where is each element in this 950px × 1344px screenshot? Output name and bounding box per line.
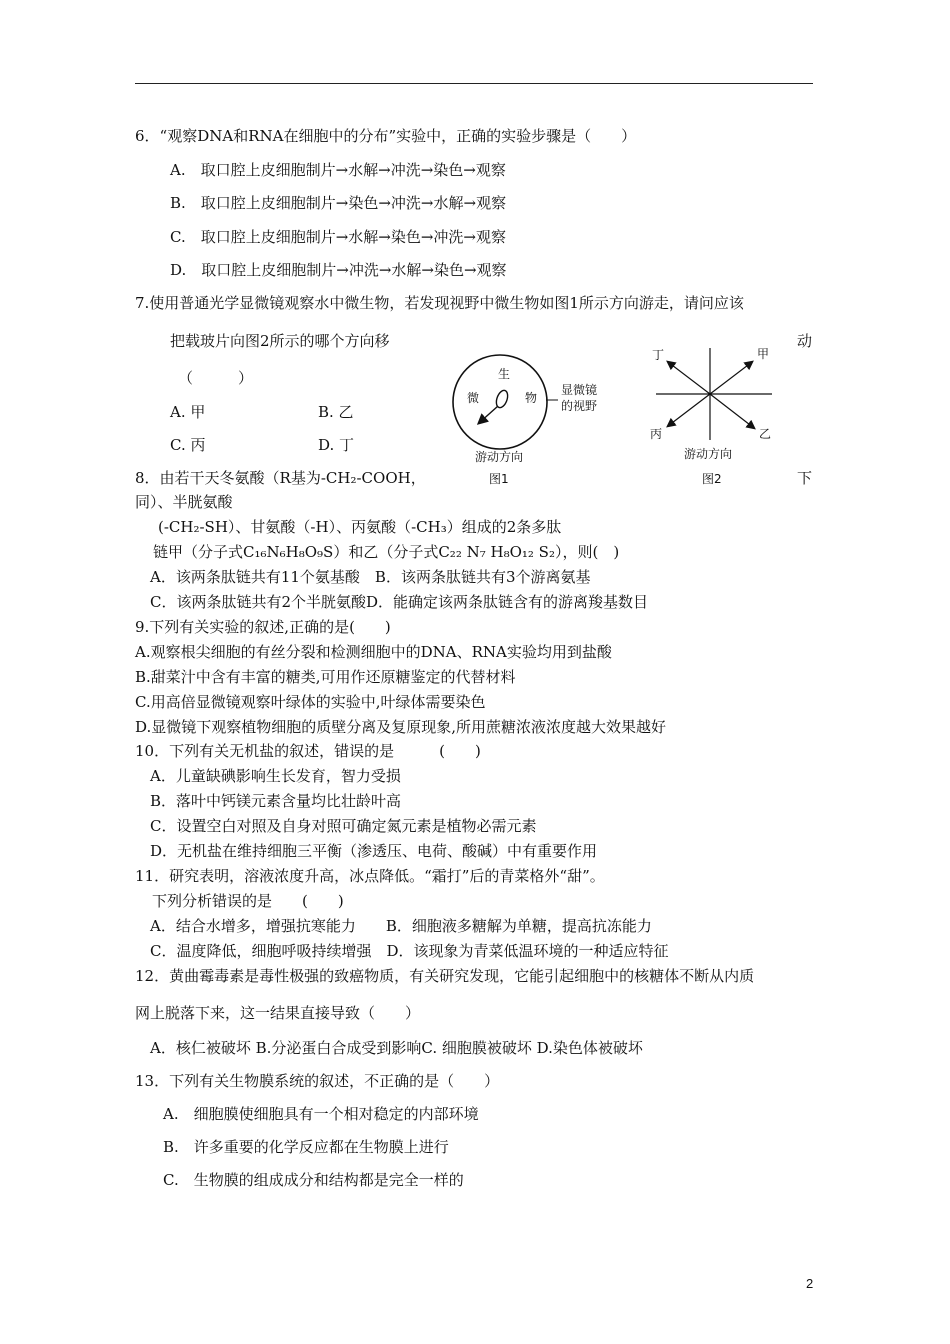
q7-stem-line1: 7.使用普通光学显微镜观察水中微生物，若发现视野中微生物如图1所示方向游走，请问应该 (135, 294, 744, 312)
q11-stem-line2: 下列分析错误的是 ( ) (152, 892, 344, 910)
q6-option-b: B. 取口腔上皮细胞制片→染色→冲洗→水解→观察 (170, 194, 507, 212)
q10-option-b: B．落叶中钙镁元素含量均比壮龄叶高 (150, 792, 402, 810)
arrow-ding (668, 362, 710, 394)
field-label-line2: 的视野 (561, 399, 598, 413)
q10-option-a: A．儿童缺碘影响生长发育，智力受损 (150, 767, 401, 785)
q9-option-a: A.观察根尖细胞的有丝分裂和检测细胞中的DNA、RNA实验均用到盐酸 (135, 643, 612, 661)
q7-stem-line2-end: 动 (797, 332, 813, 350)
fig2-direction-label: 游动方向 (684, 447, 733, 461)
char-wei: 微 (467, 391, 480, 405)
fig1-caption: 图1 (489, 472, 509, 486)
arrow-jia (710, 362, 752, 394)
fig2-caption: 图2 (702, 472, 722, 486)
swim-direction-arrow (479, 406, 498, 423)
q8-stem-line2: 同）、半胱氨酸 (135, 493, 233, 511)
page-number: 2 (806, 1276, 814, 1291)
q12-stem-line2: 网上脱落下来，这一结果直接导致（ ） (135, 1004, 421, 1022)
q6-option-a: A. 取口腔上皮细胞制片→水解→冲洗→染色→观察 (170, 161, 506, 179)
q9-option-d: D.显微镜下观察植物细胞的质壁分离及复原现象,所用蔗糖浓液浓度越大效果越好 (135, 718, 667, 736)
label-yi: 乙 (759, 427, 772, 441)
microorganism-shape (494, 389, 510, 409)
q13-stem: 13．下列有关生物膜系统的叙述，不正确的是（ ） (135, 1072, 500, 1090)
q8-stem-line1: 8．由若干天冬氨酸（R基为-CH₂-COOH， (135, 469, 426, 487)
q12-options: A．核仁被破坏 B.分泌蛋白合成受到影响C. 细胞膜被破坏 D.染色体被破坏 (150, 1039, 643, 1057)
label-bing: 丙 (650, 427, 663, 441)
arrow-bing (668, 394, 710, 426)
figure-2-directions (640, 340, 780, 490)
q12-stem-line1: 12．黄曲霉毒素是毒性极强的致癌物质，有关研究发现，它能引起细胞中的核糖体不断从内质 (135, 967, 755, 985)
q10-stem: 10．下列有关无机盐的叙述，错误的是 ( ) (135, 742, 481, 760)
q6-option-d: D. 取口腔上皮细胞制片→冲洗→水解→染色→观察 (170, 261, 507, 279)
q11-stem-line1: 11．研究表明，溶液浓度升高，冰点降低。“霜打”后的青菜格外“甜”。 (135, 867, 605, 885)
q9-stem: 9.下列有关实验的叙述,正确的是( ) (135, 618, 391, 636)
q13-option-a: A. 细胞膜使细胞具有一个相对稳定的内部环境 (163, 1105, 479, 1123)
q7-answer-paren: （ ） (178, 369, 254, 387)
q10-option-c: C．设置空白对照及自身对照可确定氮元素是植物必需元素 (150, 817, 537, 835)
q7-option-b: B. 乙 (318, 403, 354, 421)
q7-option-a: A. 甲 (170, 403, 206, 421)
char-wu: 物 (525, 391, 538, 405)
q7-stem-line2: 把载玻片向图2所示的哪个方向移 (170, 332, 390, 350)
q7-option-c: C. 丙 (170, 436, 206, 454)
fig1-direction-label: 游动方向 (475, 450, 524, 464)
q7-option-d: D. 丁 (318, 436, 355, 454)
q10-option-d: D．无机盐在维持细胞三平衡（渗透压、电荷、酸碱）中有重要作用 (150, 842, 598, 860)
q11-options-ab: A．结合水增多，增强抗寒能力 B．细胞液多糖解为单糖，提高抗冻能力 (150, 917, 652, 935)
q6-stem: 6．“观察DNA和RNA在细胞中的分布”实验中，正确的实验步骤是（ ） (135, 127, 637, 145)
q8-stem-line4: 链甲（分子式C₁₆N₆H₈O₉S）和乙（分子式C₂₂ N₇ H₈O₁₂ S₂），则( ) (153, 543, 620, 561)
q8-options-cd: C．该两条肽链共有2个半胱氨酸D．能确定该两条肽链含有的游离羧基数目 (150, 593, 649, 611)
q13-option-c: C. 生物膜的组成成分和结构都是完全一样的 (163, 1171, 464, 1189)
q9-option-c: C.用高倍显微镜观察叶绿体的实验中,叶绿体需要染色 (135, 693, 486, 711)
header-rule (135, 83, 813, 84)
arrow-yi (710, 394, 754, 428)
figure-1-microscope-field (445, 348, 620, 488)
q8-options-ab: A．该两条肽链共有11个氨基酸 B．该两条肽链共有3个游离氨基 (150, 568, 591, 586)
q9-option-b: B.甜菜汁中含有丰富的糖类,可用作还原糖鉴定的代替材料 (135, 668, 516, 686)
label-jia: 甲 (757, 347, 770, 361)
q8-stem-line3: (-CH₂-SH）、甘氨酸（-H）、丙氨酸（-CH₃）组成的2条多肽 (158, 518, 562, 536)
q11-options-cd: C．温度降低，细胞呼吸持续增强 D．该现象为青菜低温环境的一种适应特征 (150, 942, 669, 960)
q13-option-b: B. 许多重要的化学反应都在生物膜上进行 (163, 1138, 449, 1156)
q6-option-c: C. 取口腔上皮细胞制片→水解→染色→冲洗→观察 (170, 228, 506, 246)
field-label-line1: 显微镜 (561, 383, 598, 397)
q8-stem-line1-end: 下 (797, 469, 813, 487)
char-sheng: 生 (498, 367, 511, 381)
label-ding: 丁 (652, 348, 665, 362)
